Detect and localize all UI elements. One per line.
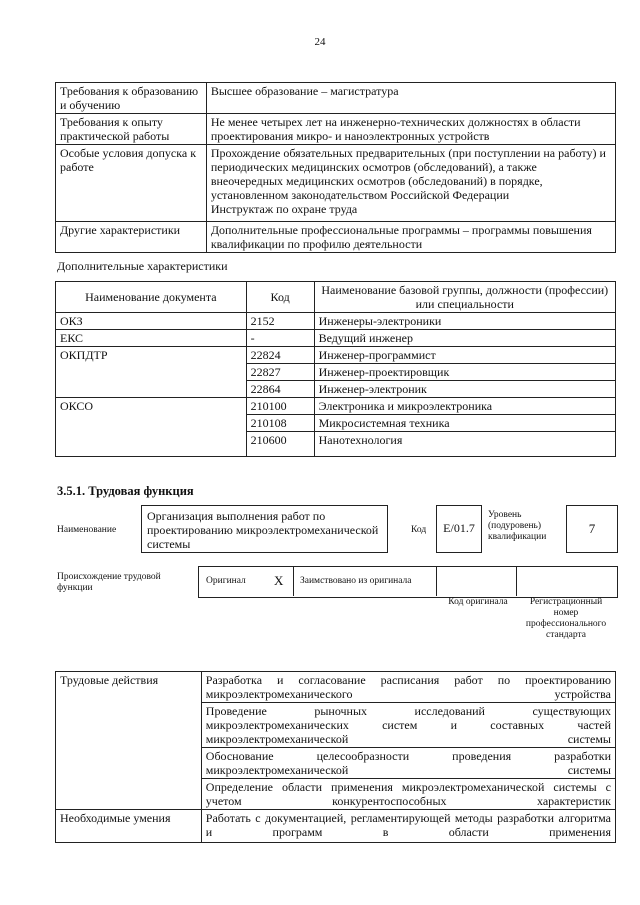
- table-header-row: [56, 282, 616, 313]
- function-name-box: [141, 505, 388, 553]
- level-value: 7: [588, 521, 596, 536]
- table-row: [56, 83, 616, 114]
- table-row: [56, 330, 616, 347]
- doc-cell: ОКПДТР: [56, 347, 247, 398]
- requirements-table: [55, 82, 616, 253]
- requirement-label: Требования к опыту практической работы: [56, 114, 207, 145]
- original-label: Оригинал: [206, 576, 246, 586]
- requirement-value: Дополнительные профессиональные программы – программы повышения квалификации по профилю деятельности: [206, 222, 615, 253]
- level-box: [566, 505, 618, 553]
- code-cell: 22827: [246, 364, 314, 381]
- function-code-box: [436, 505, 482, 553]
- doc-cell: ОКСО: [56, 398, 247, 457]
- requirement-label: Требования к образованию и обучению: [56, 83, 207, 114]
- borrowed-label: Заимствовано из оригинала: [300, 576, 412, 586]
- table-row: [56, 145, 616, 222]
- additional-title: Дополнительные характеристики: [57, 259, 228, 273]
- page-number: 24: [314, 36, 326, 48]
- table-row: [56, 114, 616, 145]
- table-row: [56, 672, 616, 703]
- code-label: Код: [411, 525, 427, 535]
- name-cell: Инженер-проектировщик: [314, 364, 615, 381]
- actions-label: Трудовые действия: [56, 672, 202, 810]
- function-name: Организация выполнения работ по проектированию микроэлектромеханической системы: [147, 509, 379, 551]
- origin-divider: [293, 566, 294, 596]
- name-cell: Инженер-электроник: [314, 381, 615, 398]
- name-cell: Нанотехнология: [314, 432, 615, 457]
- skill-item: Работать с документацией, регламентирующей методы разработки алгоритма и программ в области применения: [201, 810, 615, 843]
- function-code: E/01.7: [443, 521, 475, 535]
- original-mark: X: [274, 573, 284, 588]
- code-cell: 210100: [246, 398, 314, 415]
- level-label: Уровень (подуровень) квалификации: [488, 510, 547, 542]
- code-cell: 210600: [246, 432, 314, 457]
- requirement-value-cell: [206, 145, 615, 222]
- name-cell: Электроника и микроэлектроника: [314, 398, 615, 415]
- origin-divider: [516, 566, 517, 596]
- table-row: [56, 347, 616, 364]
- doc-cell: ОКЗ: [56, 313, 247, 330]
- orig-code-label: Код оригинала: [448, 597, 508, 607]
- table-row: [56, 398, 616, 415]
- origin-label: Происхождение трудовой функции: [57, 572, 161, 593]
- name-cell: Ведущий инженер: [314, 330, 615, 347]
- name-cell: Инженеры-электроники: [314, 313, 615, 330]
- header-doc: Наименование документа: [56, 282, 247, 313]
- code-cell: 210108: [246, 415, 314, 432]
- requirement-value: Высшее образование – магистратура: [206, 83, 615, 114]
- action-item: Обоснование целесообразности проведения разработки микроэлектромеханической системы: [201, 748, 615, 779]
- code-cell: -: [246, 330, 314, 347]
- origin-divider: [436, 566, 437, 596]
- requirement-value: Прохождение обязательных предварительных (при поступлении на работу) и периодических медицинских осмотров (обследований), а также внеочередных медицинских осмотров (обследований) в порядке, установленном законодательством Российской Федерации: [210, 146, 606, 202]
- header-code: Код: [246, 282, 314, 313]
- requirement-label: Особые условия допуска к работе: [56, 145, 207, 222]
- code-cell: 22864: [246, 381, 314, 398]
- action-item: Определение области применения микроэлектромеханической системы с учетом конкурентоспособных характеристик: [201, 779, 615, 810]
- requirement-label: Другие характеристики: [56, 222, 207, 253]
- section-title: 3.5.1. Трудовая функция: [57, 484, 194, 498]
- action-item: Разработка и согласование расписания работ по проектированию микроэлектромеханического устройства: [201, 672, 615, 703]
- reg-number-label: Регистрационный номер профессионального стандарта: [525, 597, 607, 640]
- name-cell: Микросистемная техника: [314, 415, 615, 432]
- additional-table: [55, 281, 616, 457]
- action-item: Проведение рыночных исследований существующих микроэлектромеханических систем и составных частей микроэлектромеханической системы: [201, 703, 615, 748]
- header-name: Наименование базовой группы, должности (профессии) или специальности: [314, 282, 615, 313]
- doc-cell: ЕКС: [56, 330, 247, 347]
- table-row: [56, 313, 616, 330]
- name-label: Наименование: [57, 525, 117, 535]
- skills-label: Необходимые умения: [56, 810, 202, 843]
- requirement-value-extra: Инструктаж по охране труда: [210, 202, 358, 216]
- table-row: [56, 810, 616, 843]
- code-cell: 22824: [246, 347, 314, 364]
- table-row: [56, 222, 616, 253]
- requirement-value: Не менее четырех лет на инженерно-технических должностях в области проектирования микро- и наноэлектронных устройств: [206, 114, 615, 145]
- actions-table: [55, 671, 616, 843]
- code-cell: 2152: [246, 313, 314, 330]
- name-cell: Инженер-программист: [314, 347, 615, 364]
